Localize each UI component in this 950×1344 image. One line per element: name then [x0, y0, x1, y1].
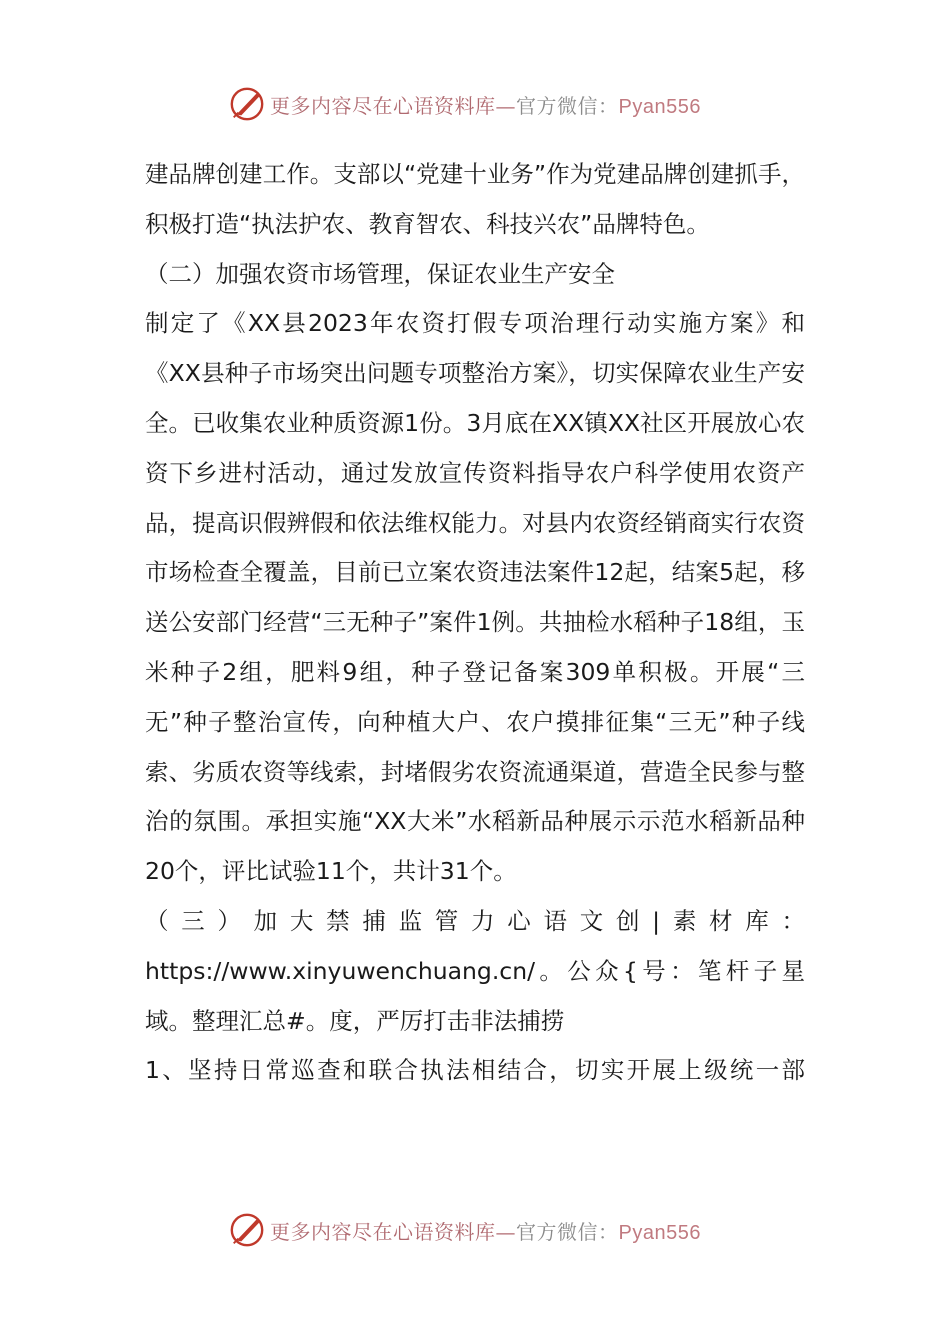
paragraph-agri-market: 制定了《XX县2023年农资打假专项治理行动实施方案》和《XX县种子市场突出问题专项整治方案》，切实保障农业生产安全。已收集农业种质资源1份。3月底在XX镇XX社区开展放心农资下乡进村活动，通过发放宣传资料指导农户科学使用农资产品，提高识假辨假和依法维权能力。对县内农资经销商实行农资市场检查全覆盖，目前已立案农资违法案件12起，结案5起，移送公安部门经营“三无种子”案件1例。共抽检水稻种子18组，玉米种子2组，肥料9组，种子登记备案309单积极。开展“三无”种子整治宣传，向种植大户、农户摸排征集“三无”种子线索、劣质农资等线索，封堵假劣农资流通渠道，营造全民参与整治的氛围。承担实施“XX大米”水稻新品种展示示范水稻新品种20个，评比试验11个，共计31个。 — [145, 309, 805, 886]
paragraph-brand-building: 建品牌创建工作。支部以“党建十业务”作为党建品牌创建抓手，积极打造“执法护农、教育智农、科技兴农”品牌特色。 — [145, 160, 805, 238]
watermark-banner-top — [228, 84, 748, 124]
watermark-text — [270, 1216, 701, 1245]
watermark-wechat-id: Pyan556 — [618, 95, 701, 118]
watermark-site-text: 更多内容尽在心语资料库 — [270, 1219, 496, 1244]
watermark-site-text: 更多内容尽在心语资料库 — [270, 93, 496, 118]
quill-logo-icon — [228, 85, 266, 123]
watermark-dash: — — [495, 93, 516, 118]
quill-logo-icon — [228, 1211, 266, 1249]
watermark-wechat-id: Pyan556 — [618, 1221, 701, 1244]
section-heading-3: （三）加大禁捕监管力心语文创|素材库：https://www.xinyuwenchuang.cn/。公众{号：笔杆子星域。整理汇总#。度，严厉打击非法捕捞 — [145, 906, 805, 1035]
watermark-banner-bottom — [228, 1210, 748, 1250]
document-body — [145, 150, 805, 1096]
section-heading-2: （二）加强农资市场管理，保证农业生产安全 — [145, 259, 615, 288]
paragraph-patrol: 1、坚持日常巡查和联合执法相结合，切实开展上级统一部 — [145, 1056, 805, 1085]
watermark-wechat-label: 官方微信： — [516, 1219, 619, 1244]
watermark-text — [270, 90, 701, 119]
watermark-wechat-label: 官方微信： — [516, 93, 619, 118]
watermark-dash: — — [495, 1219, 516, 1244]
